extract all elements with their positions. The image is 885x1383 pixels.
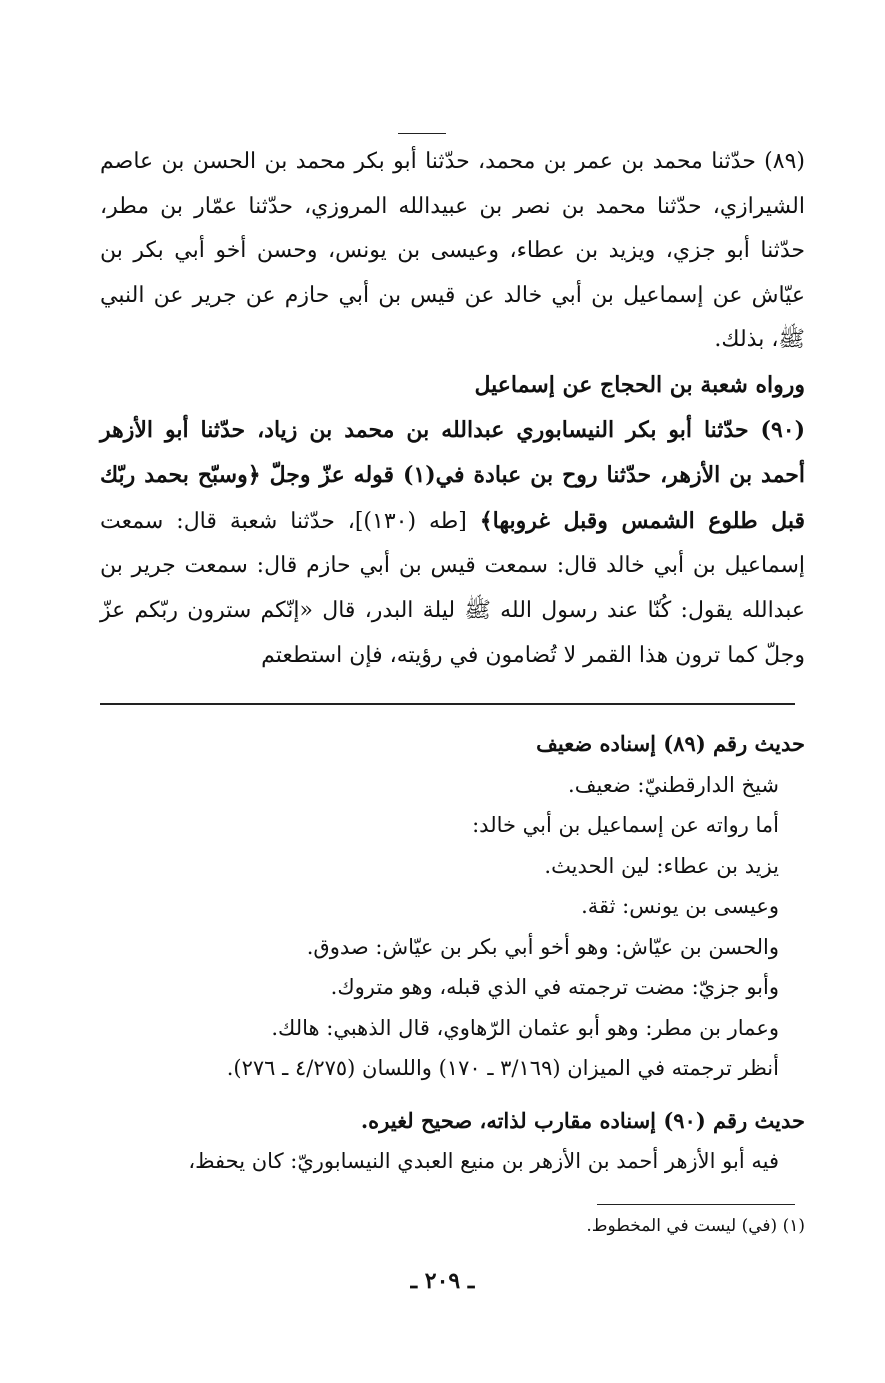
hadith-90-bold-run: (٩٠) حدّثنا أبو بكر النيسابوري عبدالله بن محمد بن زياد، حدّثنا أبو الأزهر أحمد بن الأزهر، حدّثنا روح بن عبادة في(١) قوله عزّ وجلّ ﴿وسبّح بحمد ربّك قبل طلوع الشمس وقبل غروبها﴾	[100, 416, 806, 534]
note-90-heading: حديث رقم (٩٠) إسناده مقارب لذاته، صحيح لغيره.	[360, 1107, 805, 1133]
note-89-line: وعيسى بن يونس: ثقة.	[581, 894, 779, 918]
note-89-line: شيخ الدارقطنيّ: ضعيف.	[568, 772, 779, 797]
hadith-90-paragraph	[100, 408, 805, 679]
note-89-line: يزيد بن عطاء: لين الحديث.	[544, 853, 779, 878]
notes-section	[100, 724, 805, 1182]
top-divider	[398, 133, 446, 134]
page-number: ـ ٢٠٩ ـ	[410, 1268, 475, 1294]
note-89-line: والحسن بن عيّاش: وهو أخو أبي بكر بن عيّاش: صدوق.	[306, 934, 779, 959]
note-89-line: أنظر ترجمته في الميزان (٣/١٦٩ ـ ١٧٠) واللسان (٤/٢٧٥ ـ ٢٧٦).	[226, 1056, 779, 1080]
note-89-line: وأبو جزيّ: مضت ترجمته في الذي قبله، وهو متروك.	[330, 975, 779, 999]
main-text	[100, 140, 805, 678]
note-89-line: وعمار بن مطر: وهو أبو عثمان الرّهاوي، قال الذهبي: هالك.	[271, 1015, 779, 1040]
footnote-divider	[597, 1204, 795, 1205]
footnote: (١) (في) ليست في المخطوط.	[586, 1216, 805, 1236]
hadith-89-paragraph: (٨٩) حدّثنا محمد بن عمر بن محمد، حدّثنا أبو بكر محمد بن الحسن بن عاصم الشيرازي، حدّثنا محمد بن نصر بن عبيدالله المروزي، حدّثنا عمّار بن مطر، حدّثنا أبو جزي، ويزيد بن عطاء، وعيسى بن يونس، وحسن أخو أبي بكر بن عيّاش عن إسماعيل بن أبي خالد عن قيس بن أبي حازم عن جرير عن النبي ﷺ، بذلك.	[100, 149, 805, 353]
notes-divider	[100, 703, 795, 705]
note-89-heading: حديث رقم (٨٩) إسناده ضعيف	[536, 731, 805, 756]
hadith-90-normal-run: [طه (١٣٠)]، حدّثنا شعبة قال: سمعت إسماعيل بن أبي خالد قال: سمعت قيس بن أبي حازم قال: سمعت جرير بن عبدالله يقول: كُنّا عند رسول الله ﷺ ليلة البدر، قال «إنّكم سترون ربّكم عزّ وجلّ كما ترون هذا القمر لا تُضامون في رؤيته، فإن استطعتم	[100, 508, 805, 668]
note-90-line: فيه أبو الأزهر أحمد بن الأزهر بن منيع العبدي النيسابوريّ: كان يحفظ،	[188, 1149, 779, 1173]
section-heading: ورواه شعبة بن الحجاج عن إسماعيل	[474, 371, 805, 398]
note-89-line: أما رواته عن إسماعيل بن أبي خالد:	[472, 813, 779, 837]
